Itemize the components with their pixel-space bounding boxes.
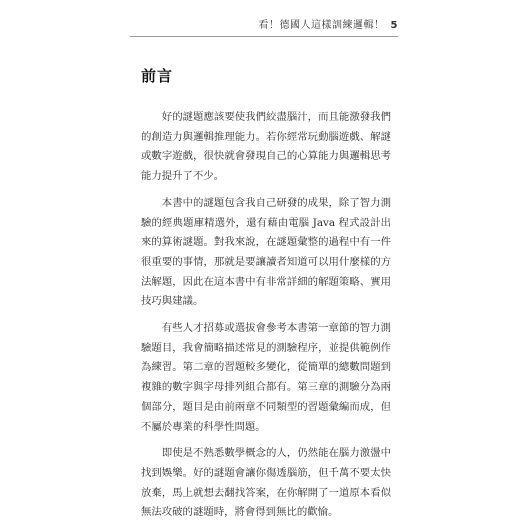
body-text — [141, 108, 391, 530]
paragraph-3: 有些人才招募或選拔會參考本書第一章節的智力測驗題目，我會簡略描述常見的測驗程序，並提供範例作為練習。第二章的習題較多變化，從簡單的總數問題到複雜的數字與字母排列組合都有。第三章的測驗分為兩個部分，題目是由前兩章不同類型的習題彙編而成，但不屬於專業的科學性問題。 — [141, 322, 391, 433]
paragraph-1: 好的謎題應該要使我們絞盡腦汁，而且能激發我們的創造力與邏輯推理能力。若你經常玩動腦遊戲、解謎或數字遊戲，很快就會發現自己的心算能力與邏輯思考能力提升了不少。 — [141, 111, 391, 183]
section-title: 前言 — [141, 67, 174, 85]
page-number: 5 — [390, 20, 398, 31]
running-head-title: 看！德國人這樣訓練邏輯！ — [258, 20, 385, 31]
header-divider — [130, 36, 398, 37]
paragraph-4: 即使是不熟悉數學概念的人，仍然能在腦力激盪中找到娛樂。好的謎題會讓你傷透腦筋，但千萬不要太快放棄，馬上就想去翻找答案，在你解開了一道原本看似無法攻破的謎題時，將會得到無比的歡愉。 — [141, 447, 391, 519]
paragraph-2: 本書中的謎題包含我自己研發的成果，除了智力測驗的經典題庫精選外，還有藉由電腦 Java 程式設計出來的算術謎題。對我來說，在謎題彙整的過程中有一件很重要的事情，那就是要讓讀者知道可以用什麼樣的方法解題，因此在這本書中有非常詳細的解題策略、實用技巧與建議。 — [141, 196, 391, 308]
running-head — [259, 19, 398, 33]
